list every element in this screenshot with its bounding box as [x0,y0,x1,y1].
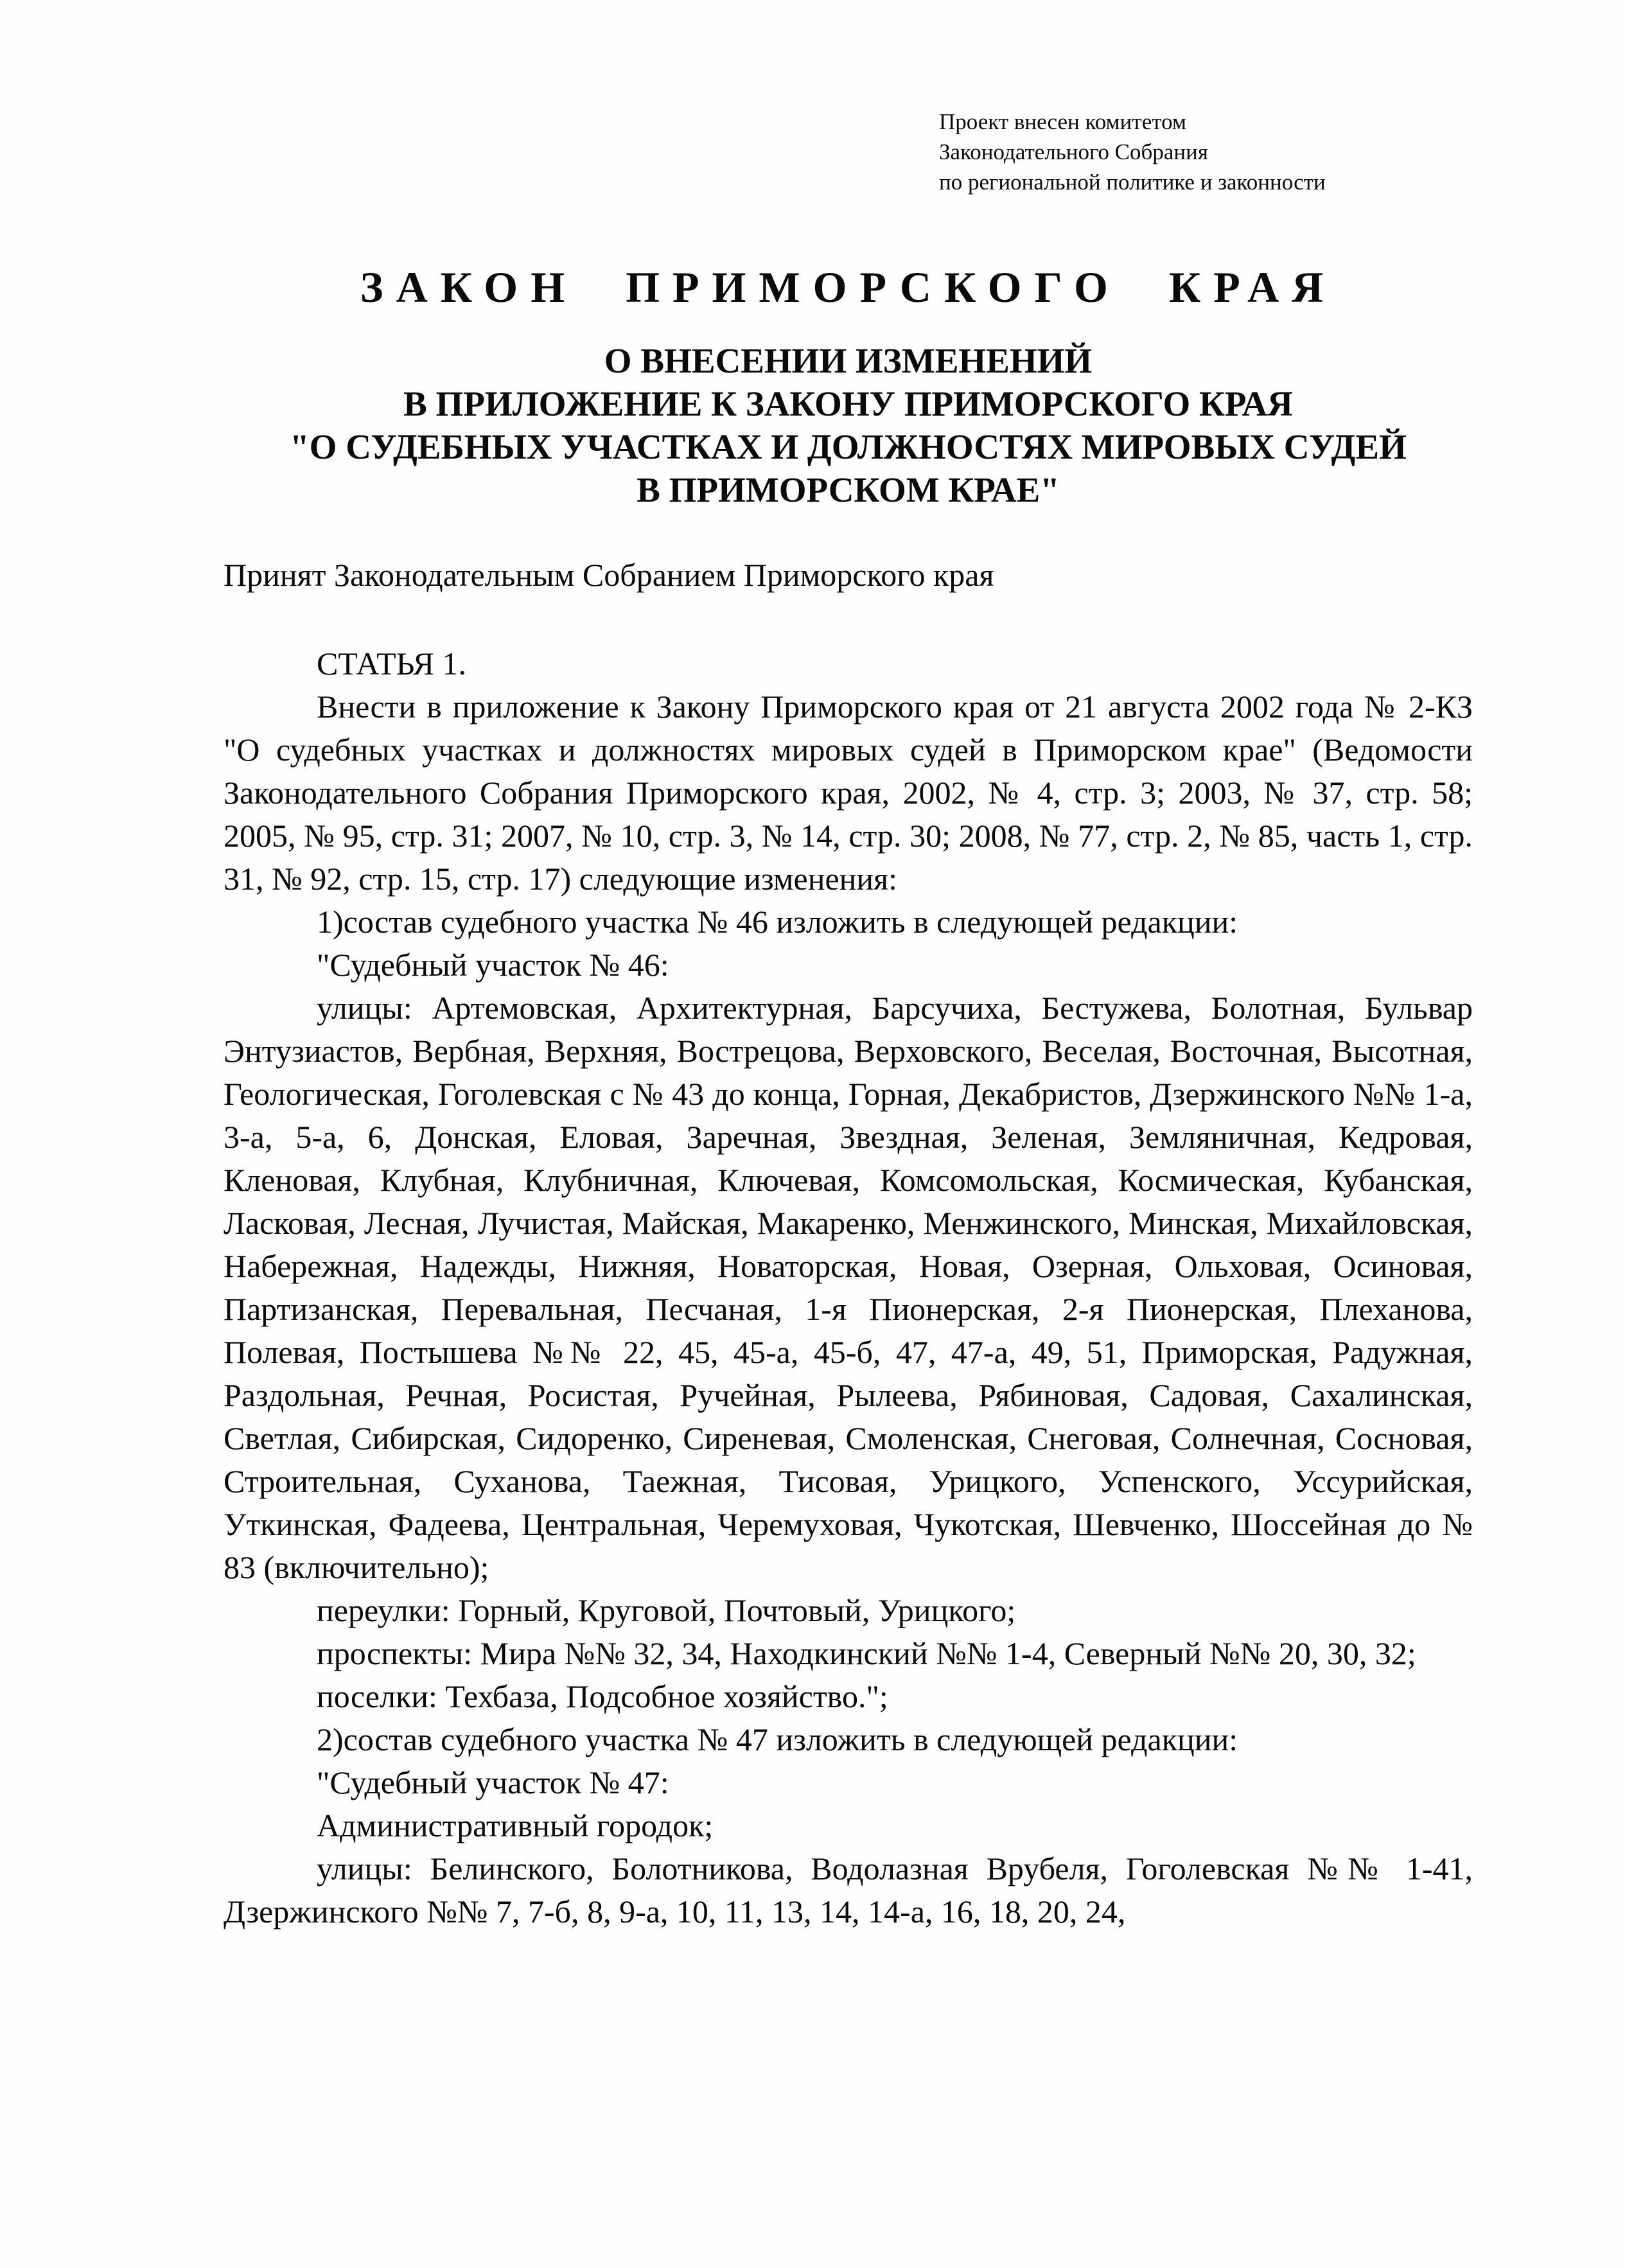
law-subtitle-line: В ПРИЛОЖЕНИЕ К ЗАКОНУ ПРИМОРСКОГО КРАЯ [403,384,1293,423]
paragraph-amendments-intro: Внести в приложение к Закону Приморского края от 21 августа 2002 года № 2-КЗ "О судебных участках и должностях мировых судей в Приморском крае" (Ведомости Законодательного Собрания Приморского края, 2002, № 4, стр. 3; 2003, № 37, стр. 58; 2005, № 95, стр. 31; 2007, № 10, стр. 3, № 14, стр. 30; 2008, № 77, стр. 2, № 85, часть 1, стр. 31, № 92, стр. 15, стр. 17) следующие изменения: [224,689,1473,897]
paragraph-item-2: 2)состав судебного участка № 47 изложить в следующей редакции: [317,1721,1238,1757]
paragraph-item-1: 1)состав судебного участка № 46 изложить в следующей редакции: [317,904,1238,940]
submitted-by-line: Законодательного Собрания [939,139,1208,164]
law-subtitle-line: О ВНЕСЕНИИ ИЗМЕНЕНИЙ [604,341,1093,380]
submitted-by-line: Проект внесен комитетом [939,109,1187,134]
submitted-by-line: по региональной политике и законности [939,170,1326,195]
law-body-text [224,642,1473,1933]
law-subtitle-line: "О СУДЕБНЫХ УЧАСТКАХ И ДОЛЖНОСТЯХ МИРОВЫХ СУДЕЙ [290,427,1407,466]
adopted-by-line: Принят Законодательным Собранием Приморского края [224,557,994,593]
submitted-by-note [939,107,1326,197]
law-title: ЗАКОН ПРИМОРСКОГО КРАЯ [360,263,1337,312]
article-heading: СТАТЬЯ 1. [317,646,467,681]
law-subtitle [224,339,1473,511]
law-subtitle-line: В ПРИМОРСКОМ КРАЕ" [637,470,1060,509]
paragraph-precinct-46-avenues: проспекты: Мира №№ 32, 34, Находкинский №№ 1-4, Северный №№ 20, 30, 32; [317,1635,1416,1671]
paragraph-precinct-47-heading: "Судебный участок № 47: [317,1764,669,1800]
paragraph-precinct-46-heading: "Судебный участок № 46: [317,947,669,983]
paragraph-precinct-46-lanes: переулки: Горный, Круговой, Почтовый, Урицкого; [317,1592,1016,1628]
paragraph-precinct-47-streets: улицы: Белинского, Болотникова, Водолазная Врубеля, Гоголевская №№ 1-41, Дзержинского №№ 7, 7-б, 8, 9-а, 10, 11, 13, 14, 14-а, 16, 18, 20, 24, [224,1850,1473,1930]
paragraph-precinct-46-streets: улицы: Артемовская, Архитектурная, Барсучиха, Бестужева, Болотная, Бульвар Энтузиастов, Вербная, Верхняя, Вострецова, Верховского, Веселая, Восточная, Высотная, Геологическая, Гоголевская с № 43 до конца, Горная, Декабристов, Дзержинского №№ 1-а, 3-а, 5-а, 6, Донская, Еловая, Заречная, Звездная, Зеленая, Земляничная, Кедровая, Кленовая, Клубная, Клубничная, Ключевая, Комсомольская, Космическая, Кубанская, Ласковая, Лесная, Лучистая, Майская, Макаренко, Менжинского, Минская, Михайловская, Набережная, Надежды, Нижняя, Новаторская, Новая, Озерная, Ольховая, Осиновая, Партизанская, Перевальная, Песчаная, 1-я Пионерская, 2-я Пионерская, Плеханова, Полевая, Постышева №№ 22, 45, 45-а, 45-б, 47, 47-а, 49, 51, Приморская, Радужная, Раздольная, Речная, Росистая, Ручейная, Рылеева, Рябиновая, Садовая, Сахалинская, Светлая, Сибирская, Сидоренко, Сиреневая, Смоленская, Снеговая, Солнечная, Сосновая, Строительная, Суханова, Таежная, Тисовая, Урицкого, Успенского, Уссурийская, Уткинская, Фадеева, Центральная, Черемуховая, Чукотская, Шевченко, Шоссейная до № 83 (включительно); [224,990,1473,1585]
paragraph-precinct-47-admin-block: Административный городок; [317,1807,714,1843]
paragraph-precinct-46-settlements: поселки: Техбаза, Подсобное хозяйство."; [317,1678,888,1714]
